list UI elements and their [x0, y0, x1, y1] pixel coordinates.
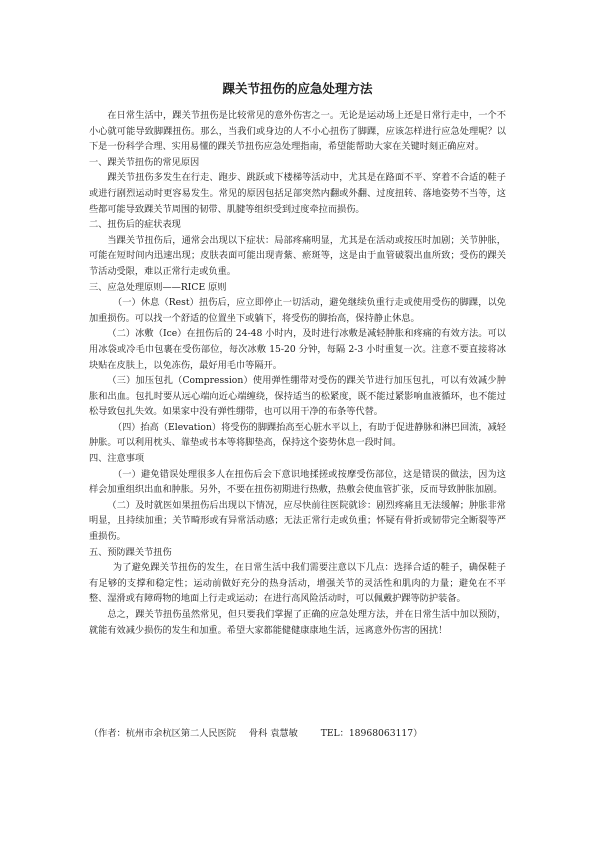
- rice-rest-paragraph: （一）休息（Rest）扭伤后，应立即停止一切活动，避免继续负重行走或使用受伤的脚踝，以免加重损伤。可以找一个舒适的位置坐下或躺下，将受伤的脚抬高，保持静止休息。: [89, 297, 506, 324]
- conclusion-paragraph: 总之，踝关节扭伤虽然常见，但只要我们掌握了正确的应急处理方法，并在日常生活中加以预防，就能有效减少损伤的发生和加重。希望大家都能健健康康地生活，远离意外伤害的困扰！: [89, 609, 506, 636]
- section-heading-causes: 一、踝关节扭伤的常见原因: [89, 156, 200, 168]
- author-tel: 18968063117: [348, 728, 414, 739]
- author-tel-label: TEL：: [320, 728, 349, 739]
- rice-compression-paragraph: （三）加压包扎（Compression）使用弹性绷带对受伤的踝关节进行加压包扎，可以有效减少肿胀和出血。包扎时要从远心端向近心端缠绕，保持适当的松紧度，既不能过紧影响血液循环，也不能过松导致包扎失效。如果家中没有弹性绷带，也可以用干净的布条等代替。: [89, 375, 506, 418]
- author-line: [89, 727, 422, 741]
- prevention-paragraph: 为了避免踝关节扭伤的发生，在日常生活中我们需要注意以下几点：选择合适的鞋子，确保鞋子有足够的支撑和稳定性；运动前做好充分的热身活动，增强关节的灵活性和肌肉的力量；避免在不平整、湿滑或有障碍物的地面上行走或运动；在进行高风险活动时，可以佩戴护踝等防护装备。: [89, 562, 506, 605]
- document-title: 踝关节扭伤的应急处理方法: [222, 81, 373, 96]
- author-close: ）: [413, 728, 423, 739]
- section-paragraph: 踝关节扭伤多发生在行走、跑步、跳跃或下楼梯等活动中，尤其是在路面不平、穿着不合适的鞋子或进行剧烈运动时更容易发生。常见的原因包括足部突然内翻或外翻、过度扭转、落地姿势不当等，这些都可能导致踝关节周围的韧带、肌腱等组织受到过度牵拉而损伤。: [89, 172, 506, 215]
- author-department: 骨科: [248, 728, 268, 739]
- section-paragraph: 当踝关节扭伤后，通常会出现以下症状：局部疼痛明显，尤其是在活动或按压时加剧；关节肿胀，可能在短时间内迅速出现；皮肤表面可能出现青紫、瘀斑等，这是由于血管破裂出血所致；受伤的踝关节活动受限，难以正常行走或负重。: [89, 234, 506, 277]
- rice-elevation-paragraph: （四）抬高（Elevation）将受伤的脚踝抬高至心脏水平以上，有助于促进静脉和淋巴回流，减轻肿胀。可以利用枕头、靠垫或书本等将脚垫高，保持这个姿势休息一段时间。: [89, 421, 506, 449]
- section-heading-symptoms: 二、扭伤后的症状表现: [89, 219, 181, 231]
- intro-paragraph: 在日常生活中，踝关节扭伤是比较常见的意外伤害之一。无论是运动场上还是日常行走中，一个不小心就可能导致脚踝扭伤。那么，当我们或身边的人不小心扭伤了脚踝，应该怎样进行应急处理呢？以下是一份科学合理、实用易懂的踝关节扭伤应急处理指南，希望能帮助大家在关键时刻正确应对。: [89, 110, 506, 153]
- author-affiliation: （作者：杭州市余杭区第二人民医院: [89, 728, 236, 739]
- notes-avoid-errors-paragraph: （一）避免错误处理很多人在扭伤后会下意识地揉搓或按摩受伤部位，这是错误的做法，因为这样会加重组织出血和肿胀。另外，不要在扭伤初期进行热敷，热敷会使血管扩张，反而导致肿胀加剧。: [89, 468, 506, 496]
- notes-see-doctor-paragraph: （二）及时就医如果扭伤后出现以下情况，应尽快前往医院就诊：剧烈疼痛且无法缓解；肿胀非常明显，且持续加重；关节畸形或有异常活动感；无法正常行走或负重；怀疑有骨折或韧带完全断裂等严重损伤。: [89, 499, 506, 543]
- rice-ice-paragraph: （二）冰敷（Ice）在扭伤后的 24-48 小时内，及时进行冰敷是减轻肿胀和疼痛的有效方法。可以用冰袋或冷毛巾包裹在受伤部位，每次冰敷 15-20 分钟，每隔 2-3 小时重复一次。注意不要直接将冰块贴在皮肤上，以免冻伤，最好用毛巾等隔开。: [89, 328, 506, 371]
- section-heading-notes: 四、注意事项: [89, 453, 145, 465]
- section-heading-prevention: 五、预防踝关节扭伤: [89, 546, 172, 558]
- author-name: 袁慧敏: [270, 728, 298, 739]
- section-heading-rice: 三、应急处理原则——RICE 原则: [89, 281, 227, 293]
